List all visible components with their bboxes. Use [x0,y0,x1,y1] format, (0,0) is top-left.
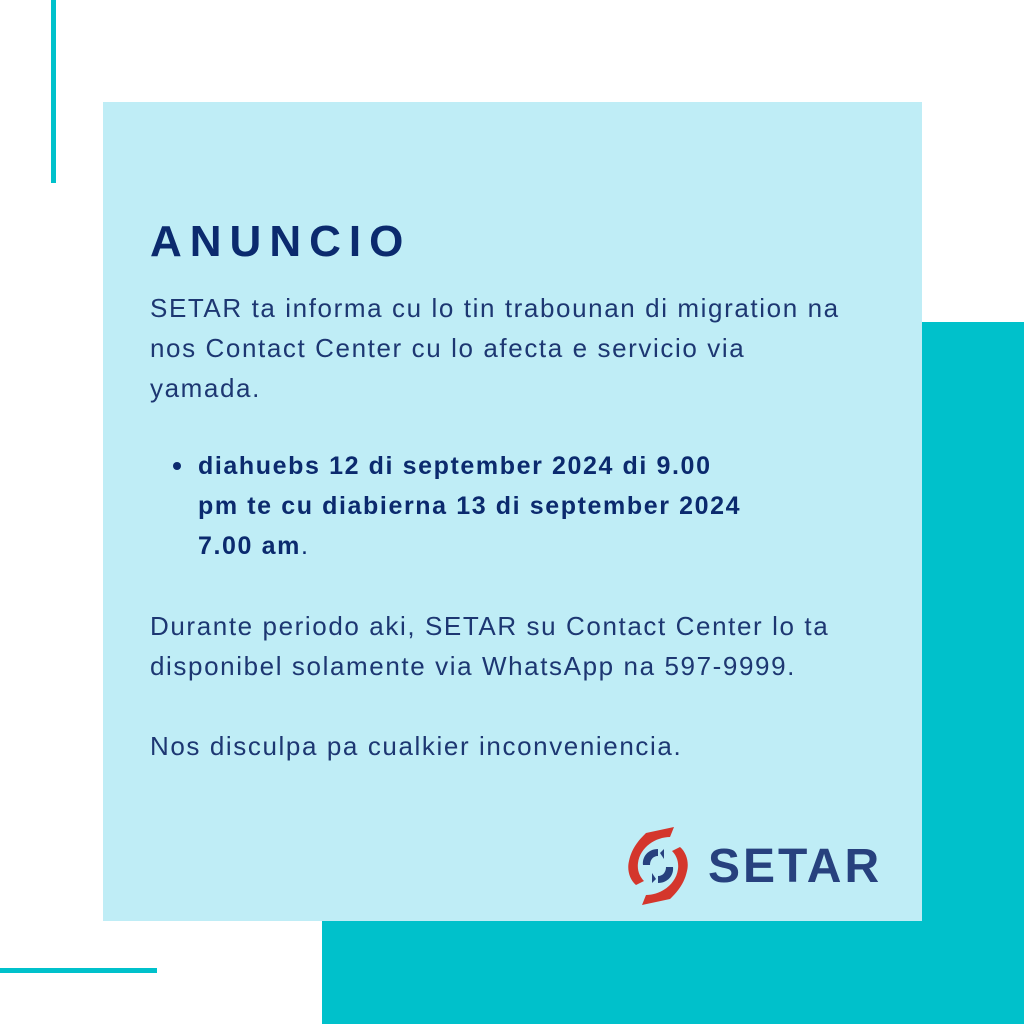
intro-paragraph: SETAR ta informa cu lo tin trabounan di migration na nos Contact Center cu lo afecta e servicio via yamada. [150,293,840,403]
accent-line-horizontal [0,968,157,973]
setar-logo-text: SETAR [708,839,883,893]
setar-logo [626,826,896,906]
schedule-period-end: . [300,532,310,560]
availability-paragraph: Durante periodo aki, SETAR su Contact Center lo ta disponibel solamente via WhatsApp na 597-9999. [150,611,830,681]
announcement-heading: ANUNCIO [150,217,412,266]
setar-logo-icon [626,827,690,905]
schedule-list-item [198,446,758,566]
schedule-list [150,446,850,566]
announcement-content [150,214,850,766]
announcement-card [103,102,922,921]
apology-paragraph: Nos disculpa pa cualkier inconveniencia. [150,731,683,761]
schedule-period-text: diahuebs 12 di september 2024 di 9.00 pm te cu diabierna 13 di september 2024 7.00 am [198,452,742,560]
accent-line-vertical [51,0,56,183]
